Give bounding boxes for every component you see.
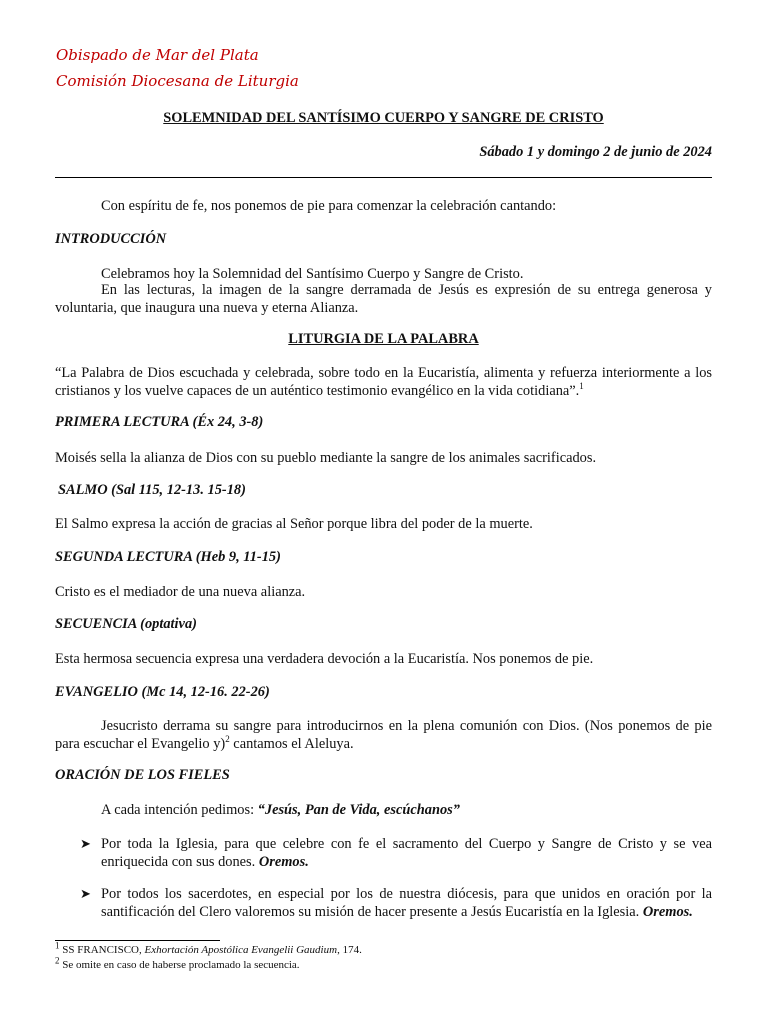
primera-text: Moisés sella la alianza de Dios con su pueblo mediante la sangre de los animales sacrificados. [55,450,597,466]
oracion-intro-text: A cada intención pedimos: [101,802,258,818]
intention-2-end: Oremos. [642,904,693,920]
arrow-bullet-icon: ➤ [80,886,91,901]
evangelio-text-a: Jesucristo derrama su sangre para introducirnos en la plena comunión con Dios. (Nos ponemos de pie para escuchar el Evangelio y) [55,718,712,752]
secuencia-text: Esta hermosa secuencia expresa una verdadera devoción a la Eucaristía. Nos ponemos de pie. [55,651,594,667]
arrow-bullet-icon: ➤ [80,836,91,851]
evangelio-heading: EVANGELIO (Mc 14, 12-16. 22-26) [55,684,270,700]
footnote-ref-1: 1 [579,381,584,392]
salmo-heading: SALMO (Sal 115, 12-13. 15-18) [58,482,246,498]
intention-2 [101,885,712,921]
divider [55,177,712,178]
introduccion-p2: En las lecturas, la imagen de la sangre derramada de Jesús es expresión de su entrega generosa y voluntaria, que inaugura una nueva y eterna Alianza. [55,282,712,316]
oracion-response: “Jesús, Pan de Vida, escúchanos” [257,802,460,818]
document-title: SOLEMNIDAD DEL SANTÍSIMO CUERPO Y SANGRE DE CRISTO [163,110,604,126]
segunda-heading: SEGUNDA LECTURA (Heb 9, 11-15) [55,549,281,565]
footnote-2-num: 2 [55,955,60,966]
commission-name: Comisión Diocesana de Liturgia [56,72,299,90]
liturgia-quote [55,364,712,400]
oracion-intro [55,801,712,819]
footnote-ref-2: 2 [225,734,230,745]
footnote-1-author: SS FRANCISCO, [62,944,145,956]
liturgia-heading: LITURGIA DE LA PALABRA [288,331,479,347]
footnote-divider [55,940,220,941]
quote-text: “La Palabra de Dios escuchada y celebrada, sobre todo en la Eucaristía, alimenta y refuerza interiormente a los cristianos y los vuelve capaces de un auténtico testimonio evangélico en la vida cotidiana”. [55,365,712,399]
intention-1-end: Oremos. [258,854,309,870]
introduccion-heading: INTRODUCCIÓN [55,231,167,247]
footnote-1-rest: , 174. [337,944,362,956]
diocese-name: Obispado de Mar del Plata [56,46,259,64]
intention-1 [101,835,712,871]
introduccion-p1: Celebramos hoy la Solemnidad del Santísimo Cuerpo y Sangre de Cristo. [101,266,524,282]
primera-heading: PRIMERA LECTURA (Éx 24, 3-8) [55,414,264,430]
footnote-1-work: Exhortación Apostólica Evangelii Gaudium [144,944,338,956]
oracion-heading: ORACIÓN DE LOS FIELES [55,767,230,783]
evangelio-text [55,717,712,753]
salmo-text: El Salmo expresa la acción de gracias al Señor porque libra del poder de la muerte. [55,516,533,532]
secuencia-heading: SECUENCIA (optativa) [55,616,197,632]
opening-text: Con espíritu de fe, nos ponemos de pie para comenzar la celebración cantando: [101,198,557,214]
intention-1-text: Por toda la Iglesia, para que celebre con fe el sacramento del Cuerpo y Sangre de Cristo y se vea enriquecida con sus dones. [101,836,712,870]
intention-2-text: Por todos los sacerdotes, en especial por los de nuestra diócesis, para que unidos en oración por la santificación del Clero valoremos su misión de hacer presente a Jesús Eucaristía en la Iglesia. [101,886,712,920]
footnote-1-num: 1 [55,940,60,951]
document-date: Sábado 1 y domingo 2 de junio de 2024 [479,144,712,160]
segunda-text: Cristo es el mediador de una nueva alianza. [55,584,306,600]
footnote-2-text: Se omite en caso de haberse proclamado la secuencia. [62,959,300,971]
footnote-1 [55,940,362,957]
footnote-2 [55,955,300,972]
evangelio-text-b: cantamos el Aleluya. [229,736,354,752]
